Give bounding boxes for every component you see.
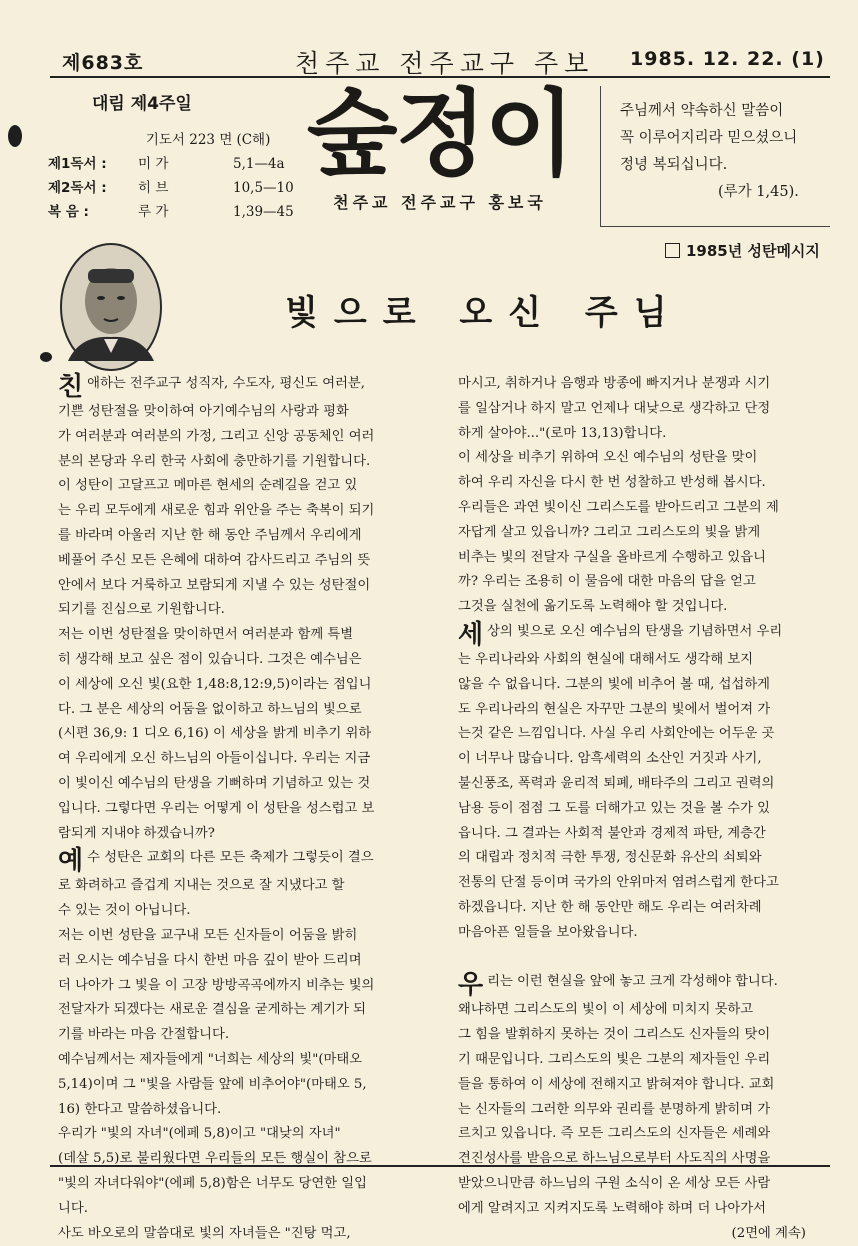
- article-line: [458, 846, 830, 871]
- scripture-verse: [620, 98, 840, 206]
- article-line: [458, 620, 830, 648]
- section-tag-label: 1985년 성탄메시지: [686, 240, 820, 261]
- article-text: 를 일삼거나 하지 말고 언제나 대낮으로 생각하고 단정: [458, 401, 770, 416]
- article-line: [458, 772, 830, 797]
- article-line: [58, 899, 428, 924]
- newspaper-logo: 숲정이: [300, 80, 580, 190]
- article-line: [458, 648, 830, 673]
- article-text: 러 오시는 예수님을 다시 한번 마음 깊이 받아 드리며: [58, 953, 362, 968]
- article-line: [58, 1048, 428, 1073]
- reading-ref: (C해): [236, 128, 308, 152]
- reading-book: 루 가: [138, 200, 233, 224]
- article-text: 자답게 살고 있읍니까? 그리고 그리스도의 빛을 밝게: [458, 525, 760, 540]
- article-line: [458, 1048, 830, 1073]
- article-line: [458, 946, 830, 971]
- article-line: [458, 471, 830, 496]
- article-text: 기쁜 성탄절을 맞이하여 아기예수님의 사랑과 평화: [58, 404, 349, 419]
- article-line: [58, 474, 428, 499]
- ink-smudge: [40, 352, 52, 362]
- article-text: 가 여러분과 여러분의 가정, 그리고 신앙 공동체인 여러: [58, 429, 374, 444]
- article-text: 는 우리나라와 사회의 현실에 대해서도 생각해 보지: [458, 652, 753, 667]
- article-text: 왜냐하면 그리스도의 빛이 이 세상에 미치지 못하고: [458, 1002, 753, 1017]
- article-line: [58, 499, 428, 524]
- article-text: 니다.: [58, 1201, 88, 1216]
- continued-note: (2면에 계속): [458, 1222, 830, 1246]
- verse-citation: (루가 1,45).: [620, 179, 840, 206]
- article-text: 기 때문입니다. 그리스도의 빛은 그분의 제자들인 우리: [458, 1052, 770, 1067]
- drop-cap: 우: [458, 972, 483, 998]
- article-line: [458, 595, 830, 620]
- article-line: [58, 1073, 428, 1098]
- article-line: [58, 949, 428, 974]
- article-text: 는 우리 모두에게 새로운 힘과 위안을 주는 축복이 되기: [58, 503, 374, 518]
- article-text: 베풀어 주신 모든 은혜에 대하여 감사드리고 주님의 뜻: [58, 553, 370, 568]
- article-text: 를 바라며 아울러 지난 한 해 동안 주님께서 우리에게: [58, 528, 362, 543]
- article-text: 하겠읍니다. 지난 한 해 동안만 해도 우리는 여러차례: [458, 900, 762, 915]
- article-text: 사도 바오로의 말씀대로 빛의 자녀들은 "진탕 먹고,: [58, 1226, 351, 1241]
- verse-line: 정녕 복되십니다.: [620, 152, 840, 179]
- article-text: 람되게 지내야 하겠습니까?: [58, 826, 215, 841]
- publisher: 천주교 전주교구 홍보국: [300, 190, 580, 213]
- article-text: 받았으니만큼 하느님의 구원 소식이 온 세상 모든 사람: [458, 1176, 770, 1191]
- article-line: [58, 598, 428, 623]
- reading-label: 제1독서 :: [48, 152, 138, 176]
- article-line: [458, 673, 830, 698]
- ink-smudge: [8, 125, 22, 147]
- article-text: 남용 등이 점점 그 도를 더해가고 있는 것을 볼 수가 있: [458, 801, 770, 816]
- article-line: [458, 1098, 830, 1123]
- article-line: [458, 998, 830, 1023]
- checkbox-square-icon: [665, 243, 680, 258]
- article-text: 비추는 빛의 전달자 구실을 올바르게 수행하고 있읍니: [458, 550, 766, 565]
- reading-label: 제2독서 :: [48, 176, 138, 200]
- reading-ref: 5,1—4a: [233, 152, 308, 176]
- article-headline: 빛으로 오신 주님: [285, 285, 683, 334]
- verse-line: 주님께서 약속하신 말씀이: [620, 98, 840, 125]
- verse-line: 꼭 이루어지리라 믿으셨으니: [620, 125, 840, 152]
- article-text: 는것 같은 느낌입니다. 사실 우리 사회안에는 어두운 곳: [458, 726, 774, 741]
- article-left-column: [58, 372, 428, 1246]
- article-text: 로 화려하고 즐겁게 지내는 것으로 잘 지냈다고 할: [58, 878, 344, 893]
- article-right-column: [458, 372, 830, 1246]
- article-line: [58, 372, 428, 400]
- reading-row: [48, 152, 308, 176]
- article-text: 상의 빛으로 오신 예수님의 탄생을 기념하면서 우리: [487, 624, 782, 639]
- article-line: [58, 1197, 428, 1222]
- article-text: 마시고, 취하거나 음행과 방종에 빠지거나 분쟁과 시기: [458, 376, 770, 391]
- article-line: [58, 747, 428, 772]
- article-text: 더 나아가 그 빛을 이 고장 방방곡곡에까지 비추는 빛의: [58, 978, 374, 993]
- reading-label: [48, 128, 146, 152]
- article-line: [58, 648, 428, 673]
- article-line: [58, 822, 428, 847]
- article-line: [458, 871, 830, 896]
- section-tag: [665, 240, 820, 261]
- article-text: 그 힘을 발휘하지 못하는 것이 그리스도 신자들의 탓이: [458, 1027, 770, 1042]
- article-text: 전달자가 되겠다는 새로운 결심을 굳게하는 계기가 되: [58, 1002, 366, 1017]
- article-line: [58, 846, 428, 874]
- article-text: 이 세상에 오신 빛(요한 1,48:8,12:9,5)이라는 점입니: [58, 677, 372, 692]
- article-line: [58, 549, 428, 574]
- article-line: [58, 673, 428, 698]
- article-text: 리는 이런 현실을 앞에 놓고 크게 각성해야 합니다.: [487, 974, 778, 989]
- article-text: 이 빛이신 예수님의 탄생을 기뻐하며 기념하고 있는 것: [58, 776, 370, 791]
- issue-date: 1985. 12. 22. (1): [630, 48, 825, 70]
- article-line: [458, 422, 830, 447]
- article-text: 이 성탄이 고달프고 메마른 현세의 순례길을 걷고 있: [58, 478, 357, 493]
- reading-row: [48, 176, 308, 200]
- article-text: 16) 한다고 말씀하셨읍니다.: [58, 1102, 221, 1117]
- article-text: 불신풍조, 폭력과 윤리적 퇴폐, 배타주의 그리고 권력의: [458, 776, 774, 791]
- article-line: [58, 998, 428, 1023]
- article-text: 견진성사를 받음으로 하느님으로부터 사도직의 사명을: [458, 1151, 770, 1166]
- article-text: 분의 본당과 우리 한국 사회에 충만하기를 기원합니다.: [58, 454, 370, 469]
- drop-cap: 예: [58, 848, 83, 874]
- article-line: [58, 797, 428, 822]
- article-line: [458, 1023, 830, 1048]
- article-line: [58, 772, 428, 797]
- article-text: 애하는 전주교구 성직자, 수도자, 평신도 여러분,: [87, 376, 365, 391]
- article-text: 히 생각해 보고 싶은 점이 있습니다. 그것은 예수님은: [58, 652, 362, 667]
- reading-row: [48, 200, 308, 224]
- article-line: [58, 524, 428, 549]
- article-text: 안에서 보다 거룩하고 보람되게 지낼 수 있는 성탄절이: [58, 578, 370, 593]
- reading-ref: 1,39—45: [233, 200, 308, 224]
- article-line: [58, 974, 428, 999]
- article-text: 않을 수 없읍니다. 그분의 빛에 비추어 볼 때, 섭섭하게: [458, 677, 770, 692]
- drop-cap: 세: [458, 622, 483, 648]
- article-text: 그것을 실천에 옮기도록 노력해야 할 것입니다.: [458, 599, 727, 614]
- article-line: [458, 896, 830, 921]
- article-line: [458, 722, 830, 747]
- article-line: [58, 874, 428, 899]
- readings-list: [48, 128, 308, 224]
- article-line: [58, 1122, 428, 1147]
- article-line: [458, 822, 830, 847]
- article-line: [458, 496, 830, 521]
- article-text: 우리들은 과연 빛이신 그리스도를 받아드리고 그분의 제: [458, 500, 779, 515]
- article-text: 기를 바라는 마음 간절합니다.: [58, 1027, 229, 1042]
- article-line: [58, 698, 428, 723]
- article-line: [58, 1023, 428, 1048]
- top-rule: [50, 76, 830, 78]
- article-text: 수 있는 것이 아닙니다.: [58, 903, 191, 918]
- article-text: 에게 알려지고 지켜지도록 노력해야 하며 더 나아가서: [458, 1201, 766, 1216]
- article-line: [58, 450, 428, 475]
- article-text: 저는 이번 성탄을 교구내 모든 신자들이 어둠을 밝히: [58, 928, 357, 943]
- article-line: [458, 747, 830, 772]
- article-line: [58, 1222, 428, 1246]
- article-line: [58, 1098, 428, 1123]
- article-line: [458, 921, 830, 946]
- article-text: 되기를 진심으로 기원합니다.: [58, 602, 225, 617]
- article-text: 수 성탄은 교회의 다른 모든 축제가 그렇듯이 결으: [87, 850, 373, 865]
- reading-ref: 10,5—10: [233, 176, 308, 200]
- article-text: 르치고 있읍니다. 즉 모든 그리스도의 신자들은 세례와: [458, 1126, 770, 1141]
- drop-cap: 친: [58, 374, 83, 400]
- article-text: 예수님께서는 제자들에게 "너희는 세상의 빛"(마태오: [58, 1052, 362, 1067]
- article-line: [458, 1122, 830, 1147]
- article-line: [458, 1073, 830, 1098]
- article-text: 우리가 "빛의 자녀"(에페 5,8)이고 "대낮의 자녀": [58, 1126, 341, 1141]
- article-text: 이 너무나 많습니다. 암흑세력의 소산인 거짓과 사기,: [458, 751, 762, 766]
- article-line: [58, 1147, 428, 1172]
- article-text: 하여 우리 자신을 다시 한 번 성찰하고 반성해 봅시다.: [458, 475, 766, 490]
- article-text: 전통의 단절 등이며 국가의 안위마저 염려스럽게 한다고: [458, 875, 779, 890]
- article-text: 하게 살아야..."(로마 13,13)합니다.: [458, 426, 666, 441]
- article-line: [58, 400, 428, 425]
- article-text: 마음아픈 일들을 보아왔읍니다.: [458, 925, 638, 940]
- article-line: [458, 698, 830, 723]
- article-text: 도 우리나라의 현실은 자꾸만 그분의 빛에서 벌어져 가: [458, 702, 770, 717]
- article-line: [458, 446, 830, 471]
- article-line: [458, 1172, 830, 1197]
- article-text: 여 우리에게 오신 하느님의 아들이십니다. 우리는 지금: [58, 751, 370, 766]
- liturgical-week: 대림 제4주일: [92, 89, 192, 114]
- article-text: "빛의 자녀다워야"(에페 5,8)함은 너무도 당연한 일입: [58, 1176, 367, 1191]
- article-line: [58, 623, 428, 648]
- article-line: [458, 521, 830, 546]
- verse-box-rule: [600, 86, 601, 226]
- article-text: 의 대립과 정치적 극한 투쟁, 정신문화 유산의 쇠퇴와: [458, 850, 762, 865]
- article-line: [458, 397, 830, 422]
- article-line: [58, 425, 428, 450]
- article-line: [58, 924, 428, 949]
- reading-row: [48, 128, 308, 152]
- article-text: 읍니다. 그 결과는 사회적 불안과 경제적 파탄, 계층간: [458, 826, 766, 841]
- reading-label: 복 음 :: [48, 200, 138, 224]
- article-text: 5,14)이며 그 "빛을 사람들 앞에 비추어야"(마태오 5,: [58, 1077, 367, 1092]
- article-text: (시편 36,9: 1 디오 6,16) 이 세상을 밝게 비추기 위하: [58, 726, 371, 741]
- article-line: [458, 570, 830, 595]
- article-text: 다. 그 분은 세상의 어둠을 없이하고 하느님의 빛으로: [58, 702, 362, 717]
- issue-number: 제683호: [62, 48, 143, 75]
- article-text: 입니다. 그렇다면 우리는 어떻게 이 성탄을 성스럽고 보: [58, 801, 374, 816]
- bishop-portrait: [60, 243, 162, 371]
- reading-book: 히 브: [138, 176, 233, 200]
- article-line: [458, 970, 830, 998]
- article-line: [458, 1197, 830, 1222]
- article-line: [58, 574, 428, 599]
- article-line: [58, 722, 428, 747]
- article-line: [458, 797, 830, 822]
- article-text: 까? 우리는 조용히 이 물음에 대한 마음의 답을 얻고: [458, 574, 756, 589]
- article-text: 는 신자들의 그러한 의무와 권리를 분명하게 밝히며 가: [458, 1102, 770, 1117]
- reading-book: 기도서 223 면: [146, 128, 237, 152]
- reading-book: 미 가: [138, 152, 233, 176]
- article-line: [458, 372, 830, 397]
- bottom-rule: [50, 1165, 830, 1167]
- article-line: [58, 1172, 428, 1197]
- article-line: [458, 546, 830, 571]
- article-text: 들을 통하여 이 세상에 전해지고 밝혀져야 합니다. 교회: [458, 1077, 774, 1092]
- article-text: 저는 이번 성탄절을 맞이하면서 여러분과 함께 특별: [58, 627, 353, 642]
- paper-name: 천주교 전주교구 주보: [295, 44, 594, 80]
- article-text: (데살 5,5)로 불리웠다면 우리들의 모든 행실이 참으로: [58, 1151, 372, 1166]
- article-text: 이 세상을 비추기 위하여 오신 예수님의 성탄을 맞이: [458, 450, 757, 465]
- verse-box-bottom-rule: [600, 226, 830, 227]
- article-line: [458, 1147, 830, 1172]
